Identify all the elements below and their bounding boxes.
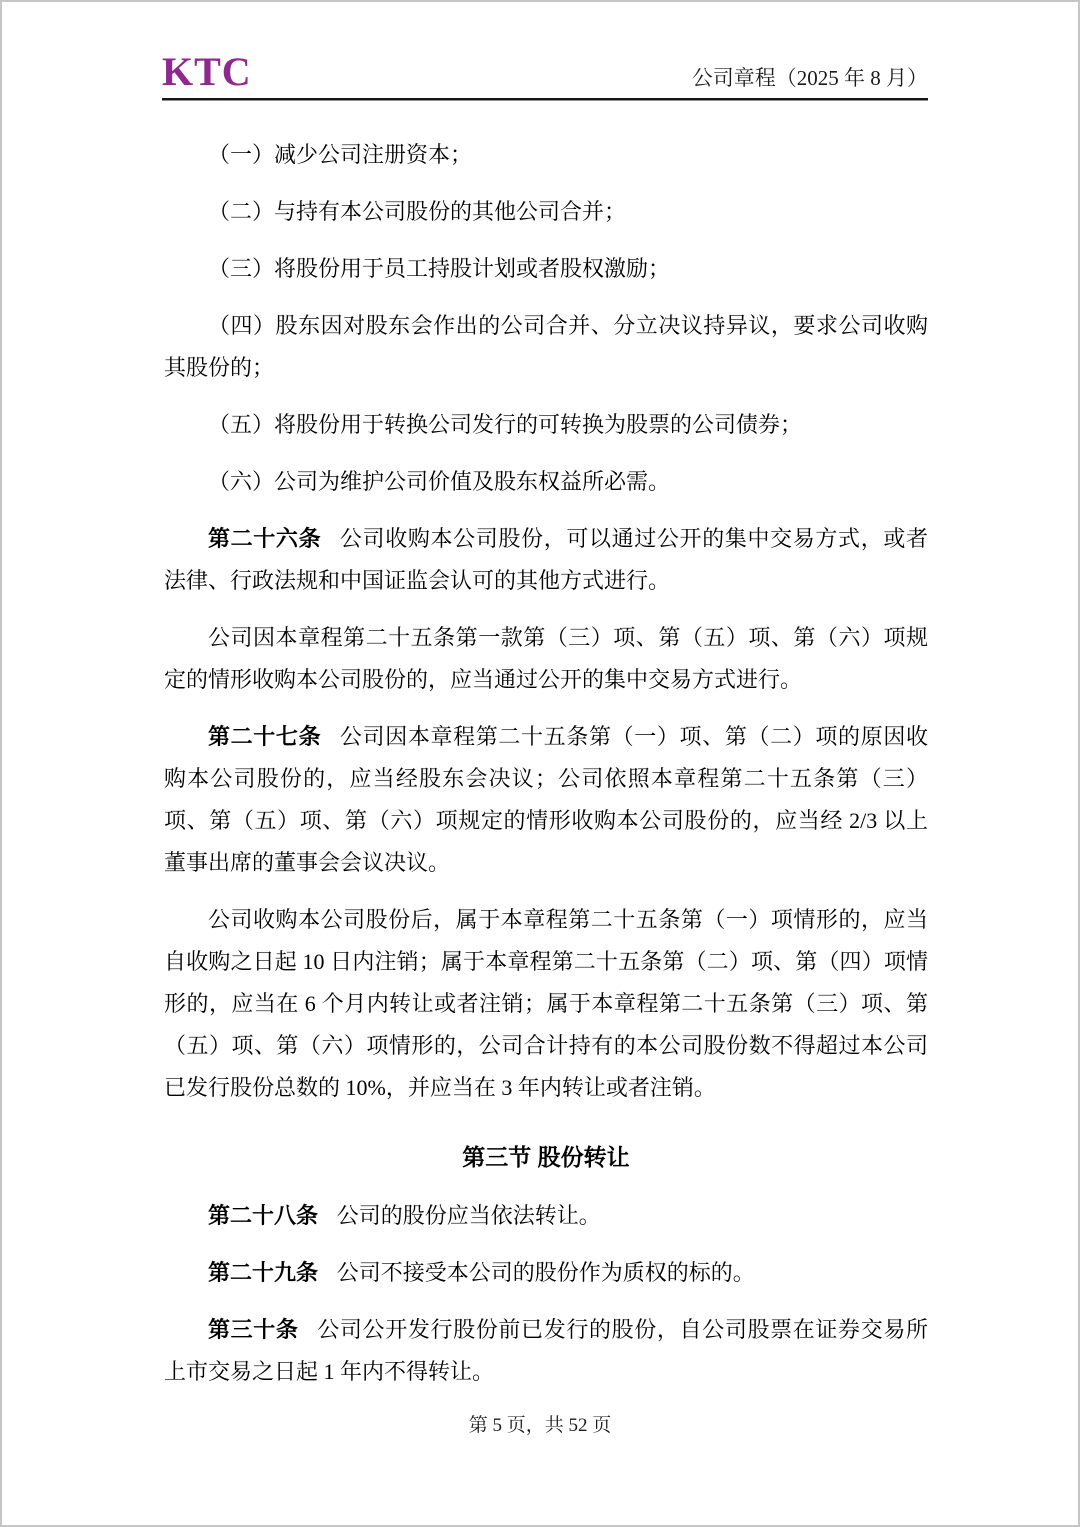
page-number-footer: 第 5 页，共 52 页 [468,1415,612,1436]
article-number-label: 第二十九条 [208,1260,319,1285]
header-doc-title: 公司章程（2025 年 8 月） [691,66,928,90]
page-header [162,2,928,92]
body-paragraph: 公司收购本公司股份后，属于本章程第二十五条第（一）项情形的，应当自收购之日起 10 日内注销；属于本章程第二十五条第（二）项、第（四）项情形的，应当在 6 个月内转让或者注销；属于本章程第二十五条第（三）项、第（五）项、第（六）项情形的，公司合计持有的本公司股份数不得超过本公司已发行股份总数的 10%，并应当在 3 年内转让或者注销。 [164,907,928,1100]
list-item-paragraph: （一）减少公司注册资本； [208,142,473,167]
body-paragraph: 公司因本章程第二十五条第一款第（三）项、第（五）项、第（六）项规定的情形收购本公司股份的，应当通过公开的集中交易方式进行。 [164,625,928,692]
list-item-paragraph: （三）将股份用于员工持股计划或者股权激励； [208,256,671,281]
article-paragraph: 第二十九条 公司不接受本公司的股份作为质权的标的。 [208,1260,755,1285]
article-paragraph: 第二十六条 公司收购本公司股份，可以通过公开的集中交易方式，或者法律、行政法规和中国证监会认可的其他方式进行。 [164,526,928,593]
article-paragraph: 第二十七条 公司因本章程第二十五条第（一）项、第（二）项的原因收购本公司股份的，应当经股东会决议；公司依照本章程第二十五条第（三）项、第（五）项、第（六）项规定的情形收购本公司股份的，应当经 2/3 以上董事出席的董事会会议决议。 [164,724,928,875]
list-item-paragraph: （二）与持有本公司股份的其他公司合并； [208,199,627,224]
section-heading: 第三节 股份转让 [462,1144,630,1170]
header-rule [162,98,928,101]
list-item-paragraph: （四）股东因对股东会作出的公司合并、分立决议持异议，要求公司收购其股份的； [164,313,928,380]
document-body [164,134,928,1393]
article-number-label: 第二十八条 [208,1203,319,1228]
article-number-label: 第三十条 [208,1317,299,1342]
article-paragraph: 第三十条 公司公开发行股份前已发行的股份，自公司股票在证券交易所上市交易之日起 1 年内不得转让。 [164,1317,928,1384]
company-logo: KTC [162,49,252,94]
article-paragraph: 第二十八条 公司的股份应当依法转让。 [208,1203,601,1228]
list-item-paragraph: （六）公司为维护公司价值及股东权益所必需。 [208,469,671,494]
article-number-label: 第二十六条 [208,526,322,551]
article-number-label: 第二十七条 [208,724,322,749]
list-item-paragraph: （五）将股份用于转换公司发行的可转换为股票的公司债券； [208,412,803,437]
